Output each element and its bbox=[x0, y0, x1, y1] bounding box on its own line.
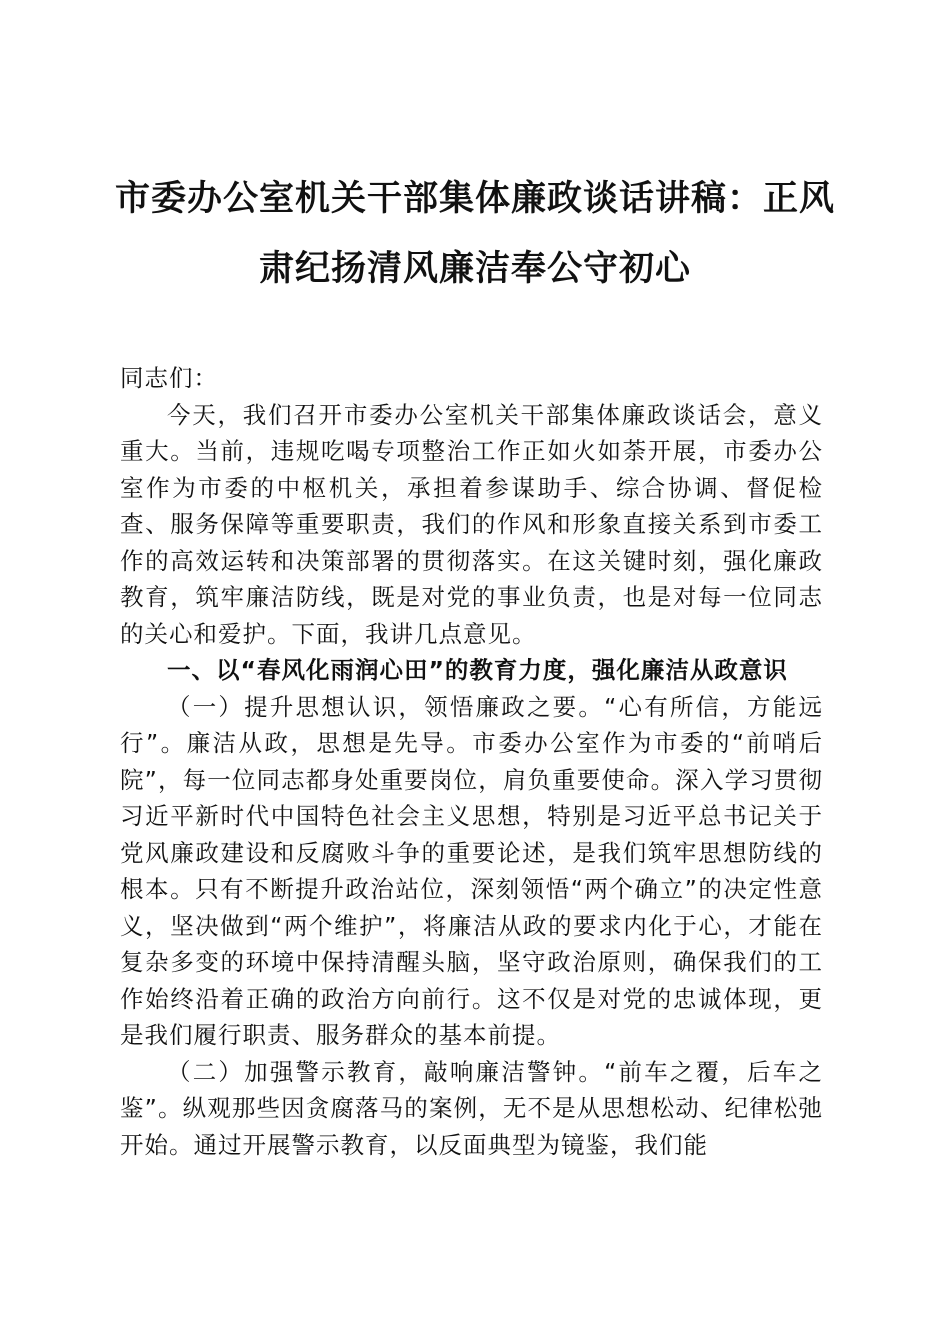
intro-paragraph: 今天，我们召开市委办公室机关干部集体廉政谈话会，意义重大。当前，违规吃喝专项整治工作正如火如荼开展，市委办公室作为市委的中枢机关，承担着参谋助手、综合协调、督促检查、服务保障等重要职责，我们的作风和形象直接关系到市委工作的高效运转和决策部署的贯彻落实。在这关键时刻，强化廉政教育，筑牢廉洁防线，既是对党的事业负责，也是对每一位同志的关心和爱护。下面，我讲几点意见。 bbox=[120, 400, 823, 648]
section-1-item-1: （一）提升思想认识，领悟廉政之要。“心有所信，方能远行”。廉洁从政，思想是先导。市委办公室作为市委的“前哨后院”，每一位同志都身处重要岗位，肩负重要使命。深入学习贯彻习近平新时代中国特色社会主义思想，特别是习近平总书记关于党风廉政建设和反腐败斗争的重要论述，是我们筑牢思想防线的根本。只有不断提升政治站位，深刻领悟“两个确立”的决定性意义，坚决做到“两个维护”，将廉洁从政的要求内化于心，才能在复杂多变的环境中保持清醒头脑，坚守政治原则，确保我们的工作始终沿着正确的政治方向前行。这不仅是对党的忠诚体现，更是我们履行职责、服务群众的基本前提。 bbox=[120, 692, 823, 1049]
section-1-item-2: （二）加强警示教育，敲响廉洁警钟。“前车之覆，后车之鉴”。纵观那些因贪腐落马的案例，无不是从思想松动、纪律松弛开始。通过开展警示教育，以反面典型为镜鉴，我们能 bbox=[120, 1057, 823, 1159]
document-title: 市委办公室机关干部集体廉政谈话讲稿：正风肃纪扬清风廉洁奉公守初心 bbox=[114, 178, 835, 289]
section-heading-1: 一、以“春风化雨润心田”的教育力度，强化廉洁从政意识 bbox=[167, 656, 788, 684]
document-body bbox=[120, 360, 823, 1163]
salutation: 同志们： bbox=[120, 364, 218, 392]
